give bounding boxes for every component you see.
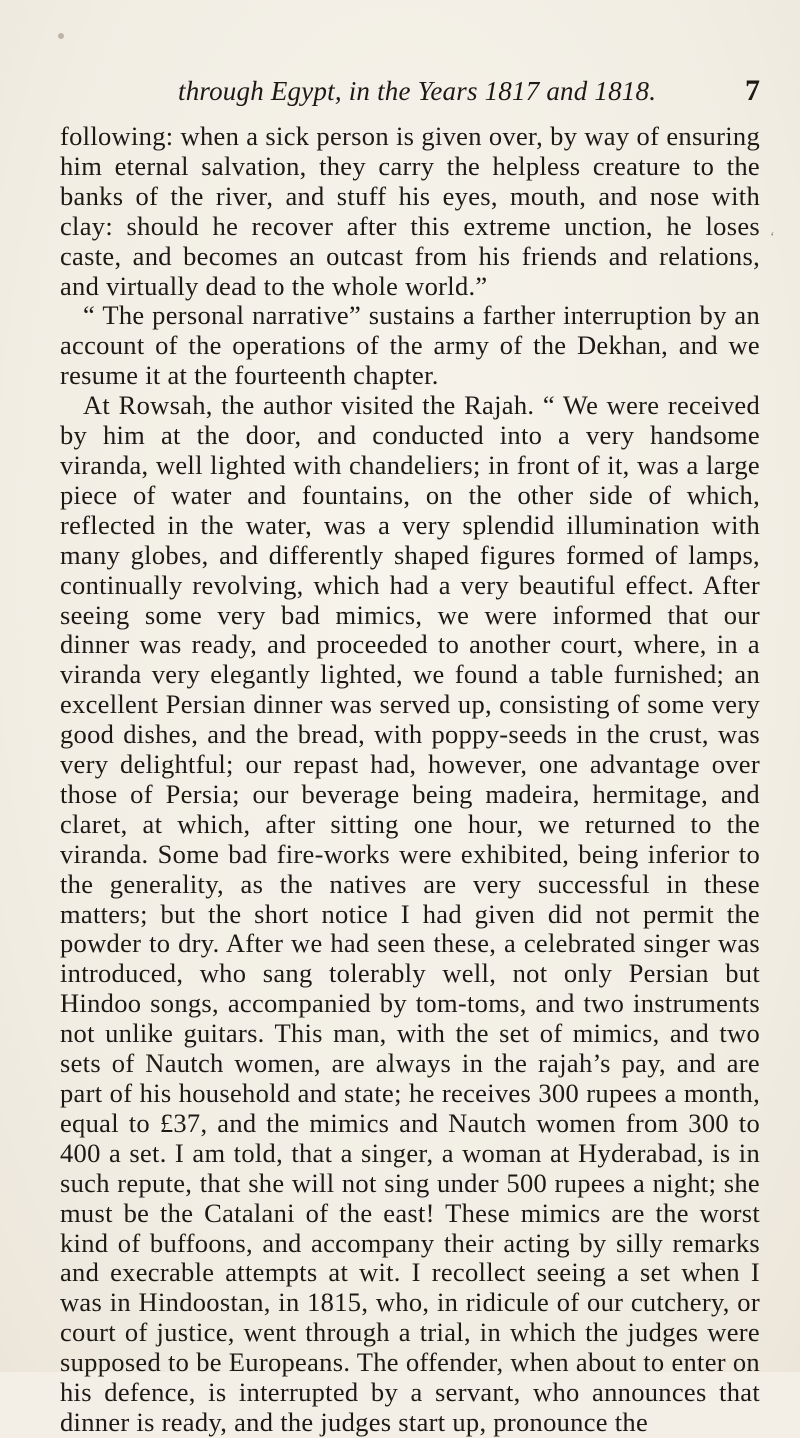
- paper-blemish: [58, 33, 64, 39]
- margin-mark: ‘: [770, 230, 775, 245]
- body-text: [60, 122, 760, 1438]
- paragraph-2: “ The personal narrative” sustains a farther interruption by an account of the operations of the army of the Dekhan, and we resume it at the fourteenth chapter.: [60, 300, 760, 391]
- page-header: [150, 76, 760, 116]
- running-title: through Egypt, in the Years 1817 and 1818.: [178, 76, 657, 106]
- page-number: 7: [745, 74, 760, 107]
- paragraph-1: following: when a sick person is given over, by way of ensuring him eternal salvation, they carry the helpless creature to the banks of the river, and stuff his eyes, mouth, and nose with clay: should he recover after this extreme unction, he loses caste, and becomes an outcast from his friends and relations, and virtually dead to the whole world.”: [60, 121, 760, 301]
- paragraph-3: At Rowsah, the author visited the Rajah. “ We were received by him at the door, and conducted into a very handsome viranda, well lighted with chandeliers; in front of it, was a large piece of water and fountains, on the other side of which, reflected in the water, was a very splendid illumination with many globes, and differently shaped figures formed of lamps, continually revolving, which had a very beautiful effect. After seeing some very bad mimics, we were informed that our dinner was ready, and proceeded to another court, where, in a viranda very elegantly lighted, we found a table furnished; an excellent Persian dinner was served up, consisting of some very good dishes, and the bread, with poppy-seeds in the crust, was very delightful; our repast had, however, one advantage over those of Persia; our beverage being madeira, hermitage, and claret, at which, after sitting one hour, we returned to the viranda. Some bad fire-works were exhibited, being inferior to the generality, as the natives are very successful in these matters; but the short notice I had given did not permit the powder to dry. After we had seen these, a celebrated singer was introduced, who sang tolerably well, not only Persian but Hindoo songs, accompanied by tom-toms, and two instruments not unlike guitars. This man, with the set of mimics, and two sets of Nautch women, are always in the rajah’s pay, and are part of his household and state; he receives 300 rupees a month, equal to £37, and the mimics and Nautch women from 300 to 400 a set. I am told, that a singer, a woman at Hyderabad, is in such repute, that she will not sing under 500 rupees a night; she must be the Catalani of the east! These mimics are the worst kind of buffoons, and accompany their acting by silly remarks and execrable attempts at wit. I recollect seeing a set when I was in Hindoostan, in 1815, who, in ridicule of our cutchery, or court of justice, went through a trial, in which the judges were supposed to be Europeans. The offender, when about to enter on his defence, is interrupted by a servant, who announces that dinner is ready, and the judges start up, pronounce the: [60, 390, 760, 1437]
